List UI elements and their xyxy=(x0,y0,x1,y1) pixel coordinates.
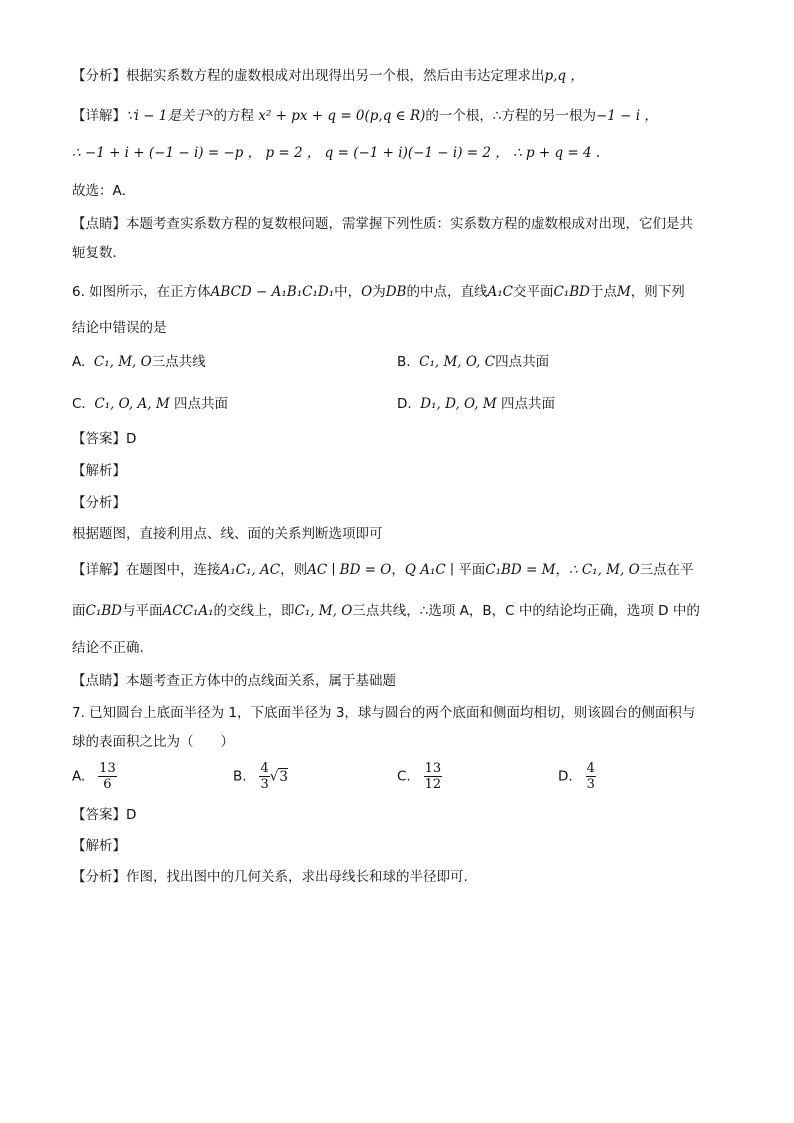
denominator: 6 xyxy=(103,777,112,792)
math: x xyxy=(207,108,214,119)
q6-solution-tag: 【解析】 xyxy=(72,463,126,479)
math: DB xyxy=(385,284,407,300)
q6-detail-line-2 xyxy=(72,601,700,621)
option-text: 三点共线 xyxy=(151,354,206,370)
text: 在题图中，连接 xyxy=(126,562,221,578)
math: A₁C₁, AC xyxy=(220,562,281,578)
answer-tag: 【答案】 xyxy=(72,431,126,447)
math: ∵i − 1是关于 xyxy=(126,108,208,124)
analysis-text: 根据实系数方程的虚数根成对出现得出另一个根，然后由韦达定理求出 xyxy=(126,68,545,84)
math: −1 − i ， xyxy=(595,108,658,124)
comment-tag: 【点睛】 xyxy=(72,216,126,232)
numerator: 4 xyxy=(586,761,595,776)
option-math: C₁, M, O xyxy=(93,354,152,370)
text: 与平面 xyxy=(122,603,163,619)
text: 的交线上，即 xyxy=(213,603,295,619)
option-letter: C. xyxy=(72,396,86,412)
q6-stem-line-1 xyxy=(72,282,685,302)
math: AC ∣ BD = O xyxy=(307,562,392,578)
square-root: √3 xyxy=(269,768,288,785)
comment-text: 本题考查实系数方程的复数根问题，需掌握下列性质：实系数方程的虚数根成对出现，它们是共 xyxy=(126,216,693,232)
math: A₁C xyxy=(487,284,513,300)
q5-analysis-line xyxy=(72,66,584,86)
math: C₁BD xyxy=(85,603,122,619)
text: 的中点，直线 xyxy=(406,284,488,300)
denominator: 12 xyxy=(424,777,442,792)
text: ，则下列 xyxy=(630,284,685,300)
text: 面 xyxy=(72,603,86,619)
option-letter: A. xyxy=(72,768,86,785)
q7-option-a[interactable] xyxy=(72,761,117,792)
q7-option-b[interactable] xyxy=(233,761,288,792)
equation: x² + px + q = 0(p,q ∈ R) xyxy=(258,108,426,124)
text: 三点在平 xyxy=(639,562,694,578)
q7-option-c[interactable] xyxy=(397,761,442,792)
q7-answer xyxy=(72,805,136,825)
math: O xyxy=(361,284,373,300)
detail-tag: 【详解】 xyxy=(72,108,126,124)
answer-value: D xyxy=(126,807,137,823)
q6-stem-line-2: 结论中错误的是 xyxy=(72,320,167,336)
q5-detail-line xyxy=(72,104,658,126)
text: ， xyxy=(555,562,569,578)
option-text: 四点共面 xyxy=(495,354,550,370)
q7-stem-line-1: 7. 已知圆台上底面半径为 1，下底面半径为 3，球与圆台的两个底面和侧面均相切，则该圆台的侧面积与 xyxy=(72,705,696,721)
fraction xyxy=(586,761,596,792)
q7-option-d[interactable] xyxy=(558,761,596,792)
math: ∴ −1 + i + (−1 − i) = −p ， p = 2 ， q = (−1 + i)(−1 − i) = 2 ， ∴ p + q = 4 . xyxy=(72,145,601,161)
fraction xyxy=(259,761,269,792)
analysis-tag: 【分析】 xyxy=(72,869,126,885)
detail-tag: 【详解】 xyxy=(72,562,126,578)
option-letter: B. xyxy=(233,768,247,785)
text: ，则 xyxy=(280,562,308,578)
q6-option-b[interactable] xyxy=(397,352,549,372)
text: 中， xyxy=(334,284,362,300)
math: ∴ C₁, M, O xyxy=(568,562,640,578)
math: ACC₁A₁ xyxy=(162,603,214,619)
option-letter: D. xyxy=(397,396,412,412)
q6-detail-line-3: 结论不正确. xyxy=(72,640,144,656)
q5-calculation xyxy=(72,143,600,163)
comment-tag: 【点睛】 xyxy=(72,673,126,689)
option-letter: A. xyxy=(72,354,86,370)
q7-stem-line-2: 球的表面积之比为（ ） xyxy=(72,734,234,750)
q6-option-a[interactable] xyxy=(72,352,206,372)
option-letter: B. xyxy=(397,354,411,370)
q5-comment-line-2: 轭复数． xyxy=(72,245,126,261)
q6-option-c[interactable] xyxy=(72,394,228,414)
q6-comment xyxy=(72,671,396,691)
q6-detail-line-1 xyxy=(72,560,694,580)
q7-analysis xyxy=(72,867,468,887)
option-letter: D. xyxy=(558,768,573,785)
text: 为 xyxy=(372,284,386,300)
answer-tag: 【答案】 xyxy=(72,807,126,823)
numerator: 13 xyxy=(99,761,116,776)
numerator: 4 xyxy=(260,761,269,776)
math: C₁BD xyxy=(553,284,590,300)
q6-analysis-tag: 【分析】 xyxy=(72,495,126,511)
fraction xyxy=(98,761,117,792)
math: p,q ， xyxy=(544,68,584,84)
math: Q A₁C ∣ xyxy=(404,562,454,578)
text: 6. 如图所示，在正方体 xyxy=(72,284,211,300)
numerator: 13 xyxy=(424,761,442,776)
math: C₁BD = M xyxy=(485,562,556,578)
text: 平面 xyxy=(458,562,486,578)
math: C₁, M, O xyxy=(294,603,353,619)
denominator: 3 xyxy=(260,777,269,792)
option-math: C₁, O, A, M xyxy=(94,396,170,412)
q5-comment-line-1 xyxy=(72,214,693,234)
analysis-text: 作图，找出图中的几何关系，求出母线长和球的半径即可. xyxy=(126,869,468,885)
option-math: D₁, D, O, M xyxy=(420,396,497,412)
option-text: 四点共面 xyxy=(173,396,228,412)
text: 交平面 xyxy=(512,284,554,300)
text: 的一个根，∴方程的另一根为 xyxy=(425,108,596,124)
math: ABCD − A₁B₁C₁D₁ xyxy=(210,284,335,300)
text: 于点 xyxy=(589,284,617,300)
q5-choice: 故选：A． xyxy=(72,183,136,199)
option-letter: C. xyxy=(397,768,411,785)
q6-option-d[interactable] xyxy=(397,394,555,414)
q7-solution-tag: 【解析】 xyxy=(72,838,126,854)
text: 的方程 xyxy=(213,108,255,124)
option-text: 四点共面 xyxy=(501,396,556,412)
option-math: C₁, M, O, C xyxy=(419,354,496,370)
denominator: 3 xyxy=(586,777,595,792)
text: ， xyxy=(391,562,405,578)
comment-text: 本题考查正方体中的点线面关系，属于基础题 xyxy=(126,673,396,689)
analysis-tag: 【分析】 xyxy=(72,68,126,84)
fraction xyxy=(424,761,443,792)
math: M xyxy=(616,284,631,300)
q6-analysis-text: 根据题图，直接利用点、线、面的关系判断选项即可 xyxy=(72,526,383,542)
q6-answer xyxy=(72,429,136,449)
answer-value: D xyxy=(126,431,137,447)
radicand: 3 xyxy=(279,768,288,785)
text: 三点共线，∴选项 A，B，C 中的结论均正确，选项 D 中的 xyxy=(352,603,700,619)
